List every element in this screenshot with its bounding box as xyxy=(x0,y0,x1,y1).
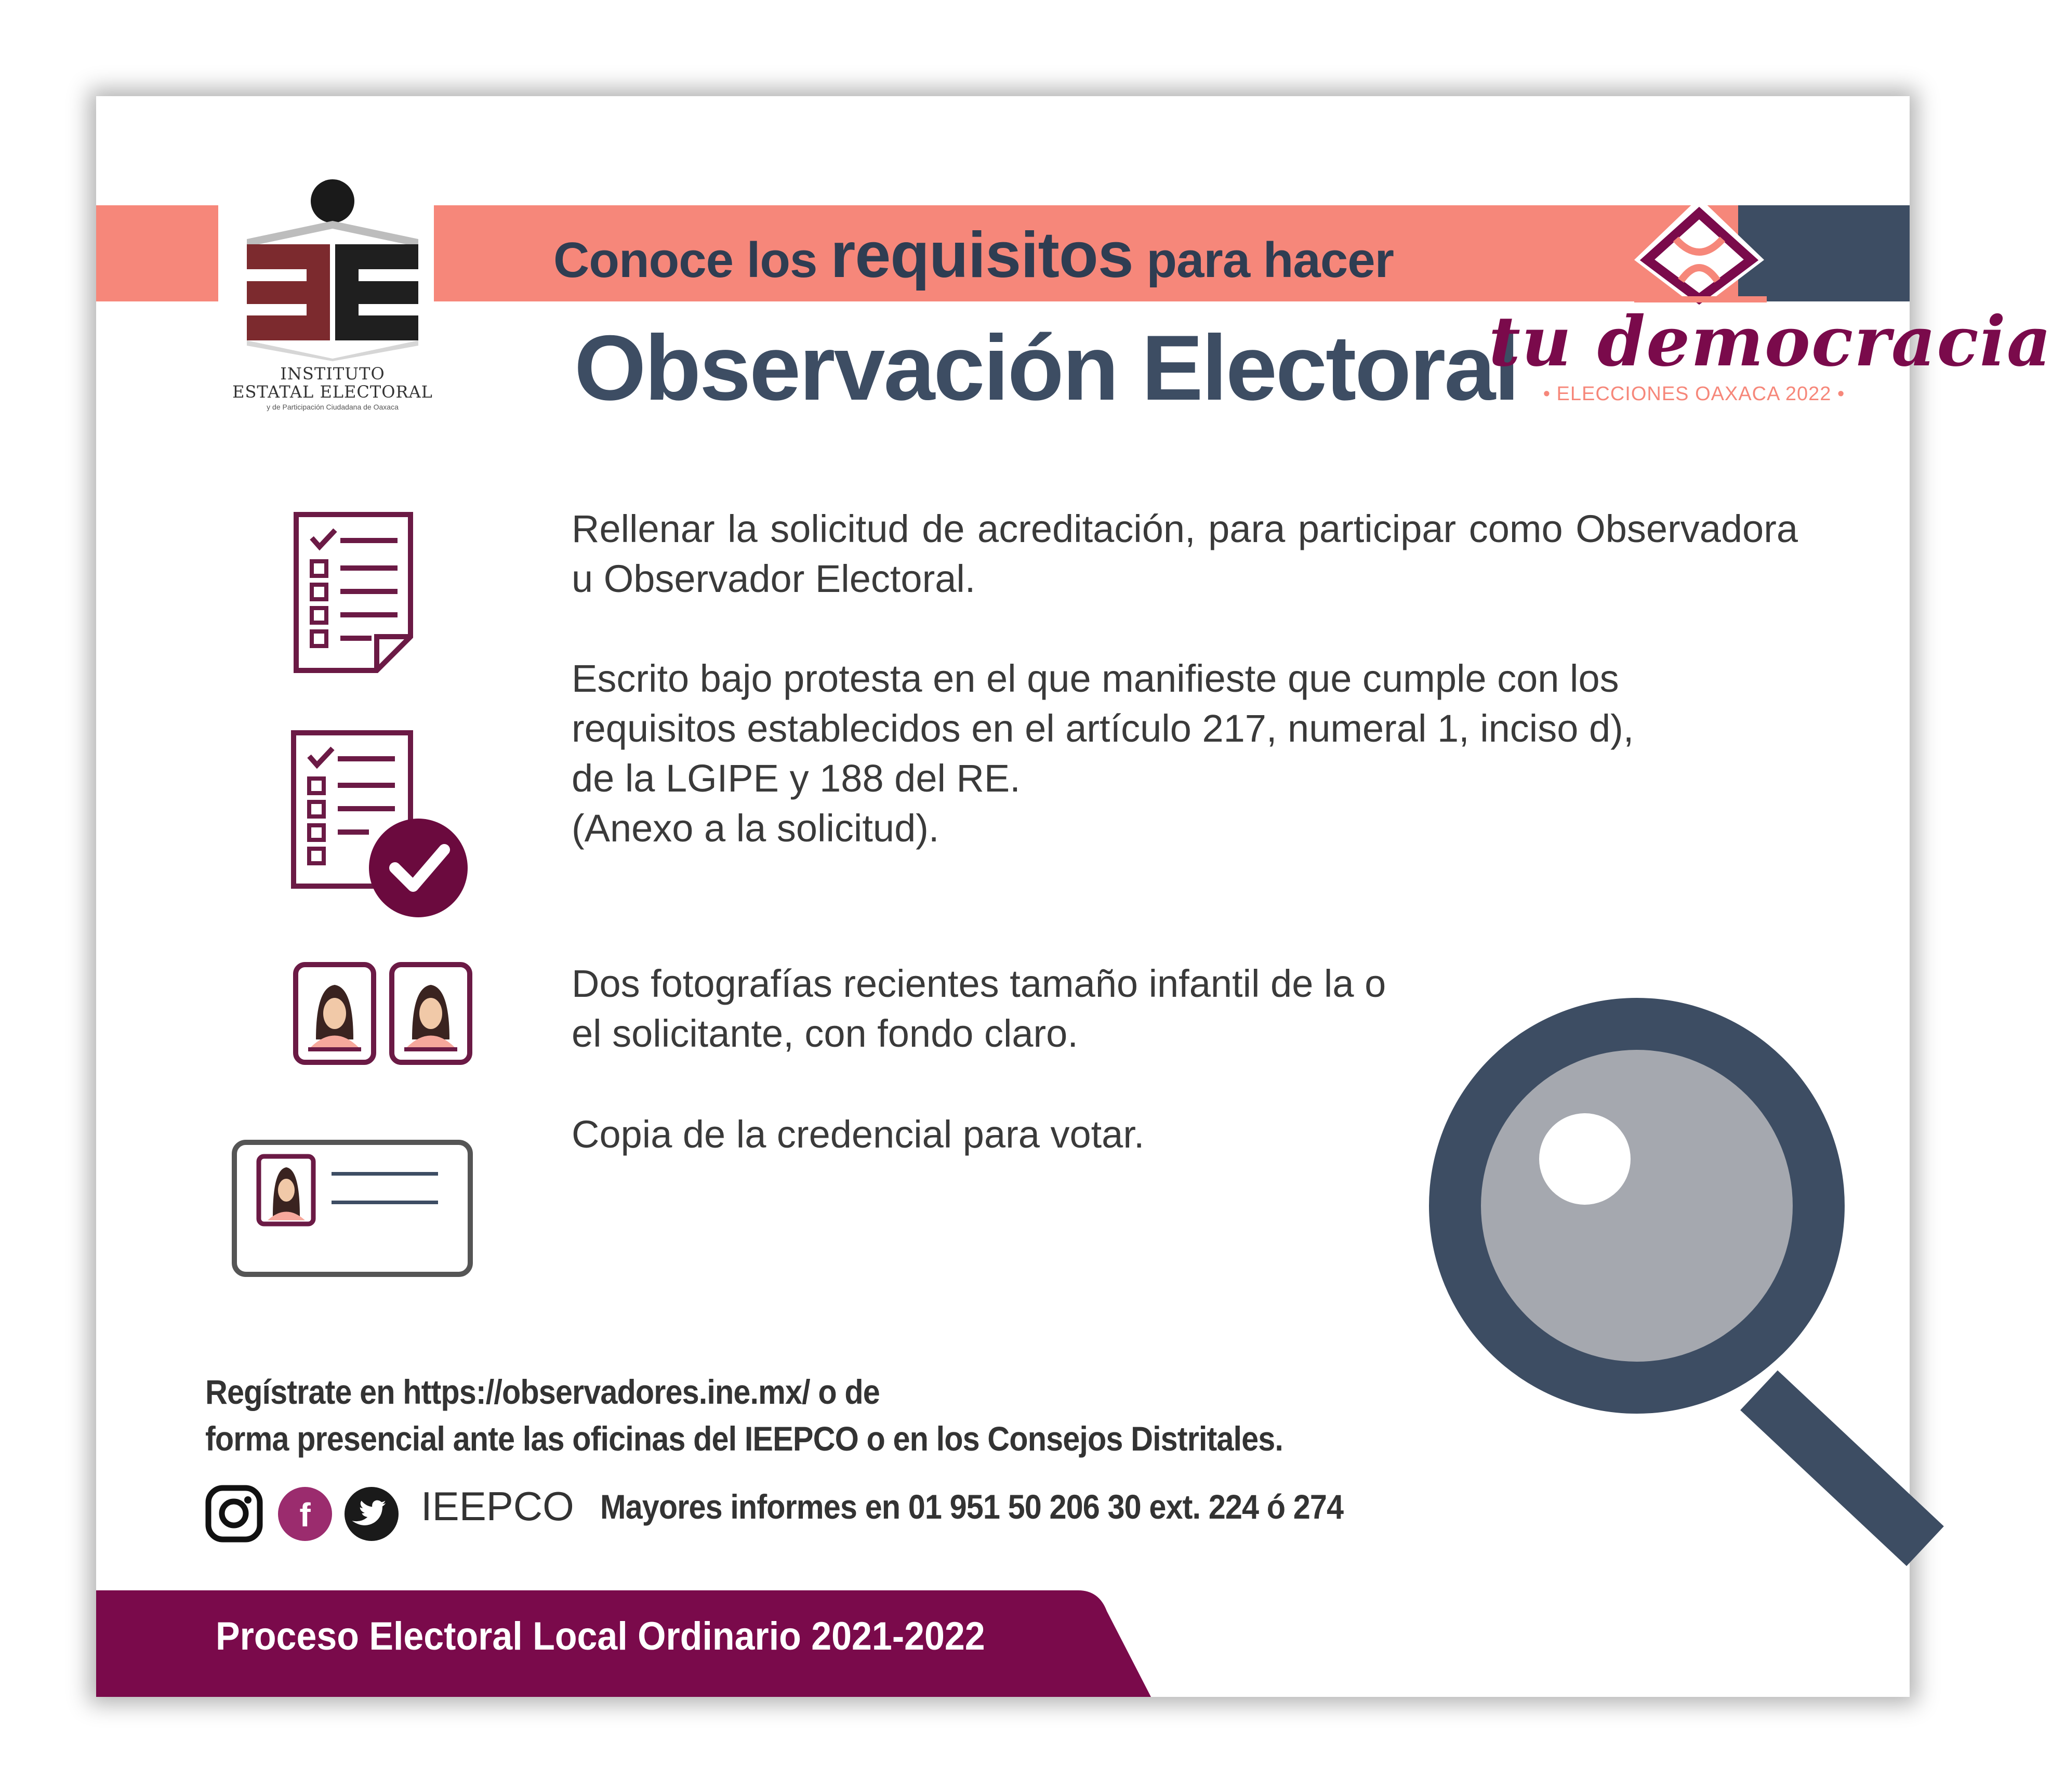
requirement-2-text xyxy=(572,654,1798,853)
logo-text-line2: ESTATAL ELECTORAL xyxy=(232,382,433,402)
process-label: Proceso Electoral Local Ordinario 2021-2022 xyxy=(216,1614,985,1658)
requirement-2-line: (Anexo a la solicitud). xyxy=(572,807,939,850)
ieepco-logo xyxy=(231,174,434,413)
requirement-3-line: el solicitante, con fondo claro. xyxy=(572,1012,1078,1055)
social-handle: IEEPCO xyxy=(421,1483,574,1529)
instagram-icon[interactable] xyxy=(204,1484,264,1544)
poster xyxy=(96,96,2052,1697)
headline-emphasis: requisitos xyxy=(830,219,1133,291)
campaign-subtitle: • ELECCIONES OAXACA 2022 • xyxy=(1543,383,1845,405)
approved-document-icon xyxy=(288,728,468,920)
logo-text-line1: INSTITUTO xyxy=(280,364,385,384)
headline-suffix: para hacer xyxy=(1133,232,1394,288)
magnifier-icon xyxy=(1426,954,1910,1619)
svg-text:f: f xyxy=(299,1496,311,1534)
facebook-icon[interactable] xyxy=(278,1487,333,1541)
requirement-2-line: de la LGIPE y 188 del RE. xyxy=(572,757,1021,800)
ballot-diamond-icon xyxy=(1598,192,1801,317)
logo-text-line3: y de Participación Ciudadana de Oaxaca xyxy=(267,403,399,411)
contact-info: Mayores informes en 01 951 50 206 30 ext. 224 ó 274 xyxy=(600,1487,1344,1526)
headline xyxy=(553,218,1541,292)
register-line-1: Regístrate en https://observadores.ine.mx/ o de xyxy=(205,1373,880,1411)
requirement-3-line: Dos fotografías recientes tamaño infantil de la o xyxy=(572,962,1386,1005)
requirement-2-line: Escrito bajo protesta en el que manifieste que cumple con los xyxy=(572,657,1619,700)
requirement-2-line: requisitos establecidos en el artículo 217, numeral 1, inciso d), xyxy=(572,707,1634,750)
voter-id-icon xyxy=(230,1138,474,1279)
campaign-wordmark: tu democracia xyxy=(1489,301,2052,382)
photos-icon xyxy=(293,961,472,1065)
register-line-2: forma presencial ante las oficinas del IEEPCO o en los Consejos Distritales. xyxy=(205,1419,1283,1458)
requirement-4-text: Copia de la credencial para votar. xyxy=(572,1113,1145,1156)
header-band-left xyxy=(96,205,218,301)
checklist-document-icon xyxy=(291,509,416,676)
page-title: Observación Electoral xyxy=(574,316,1518,419)
ieepco-logo-mark xyxy=(231,174,434,361)
requirement-1-text: Rellenar la solicitud de acreditación, para participar como Observadora u Observador Electoral. xyxy=(572,507,1798,600)
headline-prefix: Conoce los xyxy=(553,232,831,288)
twitter-icon[interactable] xyxy=(345,1487,399,1541)
